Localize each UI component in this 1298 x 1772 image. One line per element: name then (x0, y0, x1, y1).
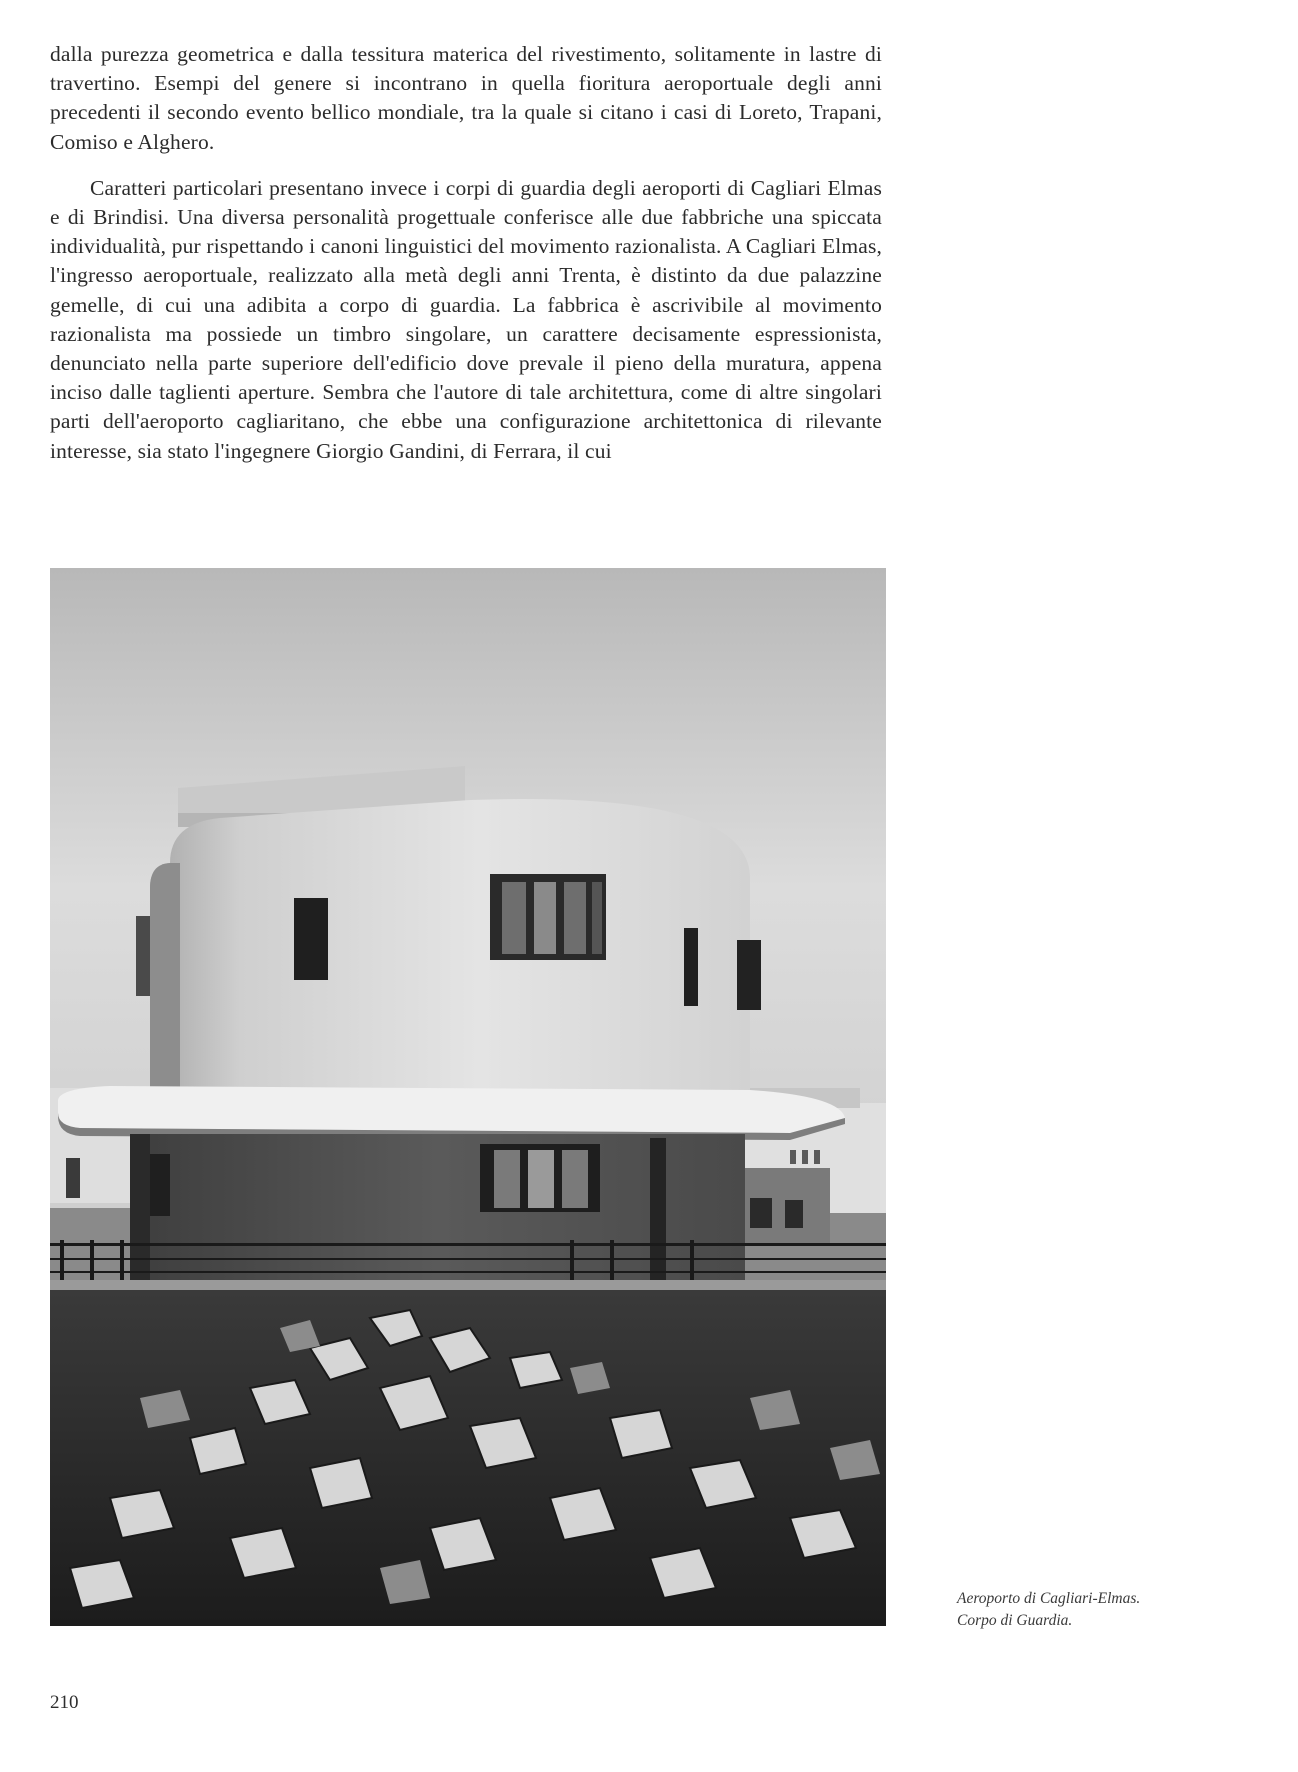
caption-line-1: Aeroporto di Cagliari-Elmas. (957, 1590, 1141, 1607)
building-photo (50, 568, 886, 1626)
page-number: 210 (50, 1692, 79, 1713)
paragraph-2: Caratteri particolari presentano invece i corpi di guardia degli aeroporti di Cagliari Elmas e di Brindisi. Una diversa personalità progettuale conferisce alle due fabbriche una spiccata individualità, pur rispettando i canoni linguistici del movimento razionalista. A Cagliari Elmas, l'ingresso aeroportuale, realizzato alla metà degli anni Trenta, è distinto da due palazzine gemelle, di cui una adibita a corpo di guardia. La fabbrica è ascrivibile al movimento razionalista ma possiede un timbro singolare, un carattere decisamente espressionista, denunciato nella parte superiore dell'edificio dove prevale il pieno della muratura, appena inciso dalle taglienti aperture. Sembra che l'autore di tale architettura, come di altre singolari parti dell'aeroporto cagliaritano, che ebbe una configurazione architettonica di rilevante interesse, sia stato l'ingegnere Giorgio Gandini, di Ferrara, il cui (50, 175, 882, 463)
caption-line-2: Corpo di Guardia. (957, 1612, 1073, 1629)
paragraph-1: dalla purezza geometrica e dalla tessitura materica del rivestimento, solitamente in lastre di travertino. Esempi del genere si incontrano in quella fioritura aeroportuale degli anni precedenti il secondo evento bellico mondiale, tra la quale si citano i casi di Loreto, Trapani, Comiso e Alghero. (50, 42, 882, 154)
body-text (50, 40, 882, 466)
figure-caption (957, 1588, 1237, 1632)
